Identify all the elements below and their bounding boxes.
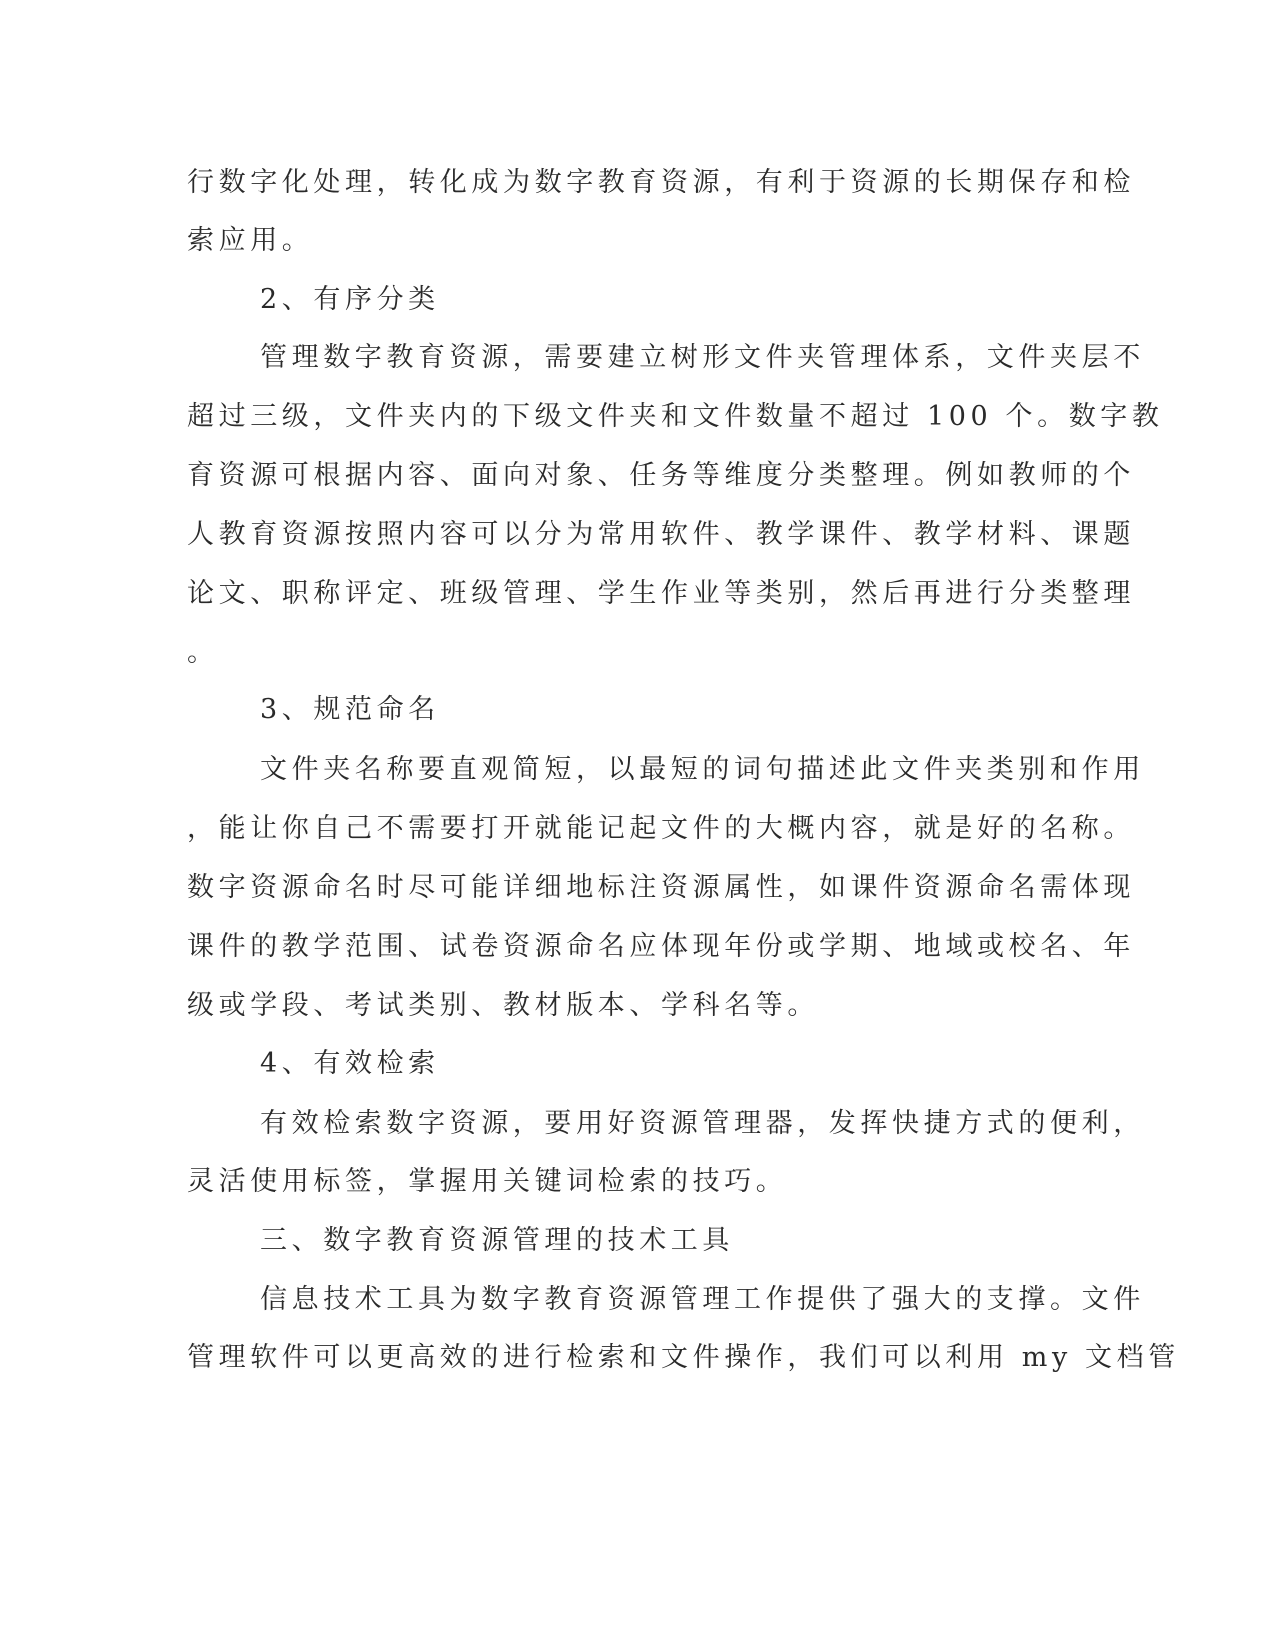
paragraph-line: 超过三级，文件夹内的下级文件夹和文件数量不超过 100 个。数字教 xyxy=(187,401,1164,432)
paragraph-line: 有效检索数字资源，要用好资源管理器，发挥快捷方式的便利， xyxy=(260,1108,1145,1139)
paragraph-line: 管理数字教育资源，需要建立树形文件夹管理体系，文件夹层不 xyxy=(260,342,1145,373)
paragraph-line: 级或学段、考试类别、教材版本、学科名等。 xyxy=(187,990,819,1021)
paragraph-line: 管理软件可以更高效的进行检索和文件操作，我们可以利用 my 文档管 xyxy=(187,1342,1180,1373)
paragraph-line: 数字资源命名时尽可能详细地标注资源属性，如课件资源命名需体现 xyxy=(187,872,1135,903)
paragraph-line: 索应用。 xyxy=(187,225,314,256)
paragraph-line: 育资源可根据内容、面向对象、任务等维度分类整理。例如教师的个 xyxy=(187,460,1135,491)
section-heading: 3、规范命名 xyxy=(260,694,440,725)
paragraph-line: 课件的教学范围、试卷资源命名应体现年份或学期、地域或校名、年 xyxy=(187,931,1135,962)
paragraph-line: 文件夹名称要直观简短，以最短的词句描述此文件夹类别和作用 xyxy=(260,754,1145,785)
paragraph-line: 行数字化处理，转化成为数字教育资源，有利于资源的长期保存和检 xyxy=(187,167,1135,198)
section-heading: 2、有序分类 xyxy=(260,284,440,315)
paragraph-line: ，能让你自己不需要打开就能记起文件的大概内容，就是好的名称。 xyxy=(187,813,1135,844)
paragraph-line: 信息技术工具为数字教育资源管理工作提供了强大的支撑。文件 xyxy=(260,1284,1145,1315)
section-heading: 4、有效检索 xyxy=(260,1048,440,1079)
paragraph-line: 。 xyxy=(187,637,219,668)
paragraph-line: 人教育资源按照内容可以分为常用软件、教学课件、教学材料、课题 xyxy=(187,519,1135,550)
paragraph-line: 论文、职称评定、班级管理、学生作业等类别，然后再进行分类整理 xyxy=(187,578,1135,609)
chapter-heading: 三、数字教育资源管理的技术工具 xyxy=(260,1225,734,1256)
paragraph-line: 灵活使用标签，掌握用关键词检索的技巧。 xyxy=(187,1166,788,1197)
